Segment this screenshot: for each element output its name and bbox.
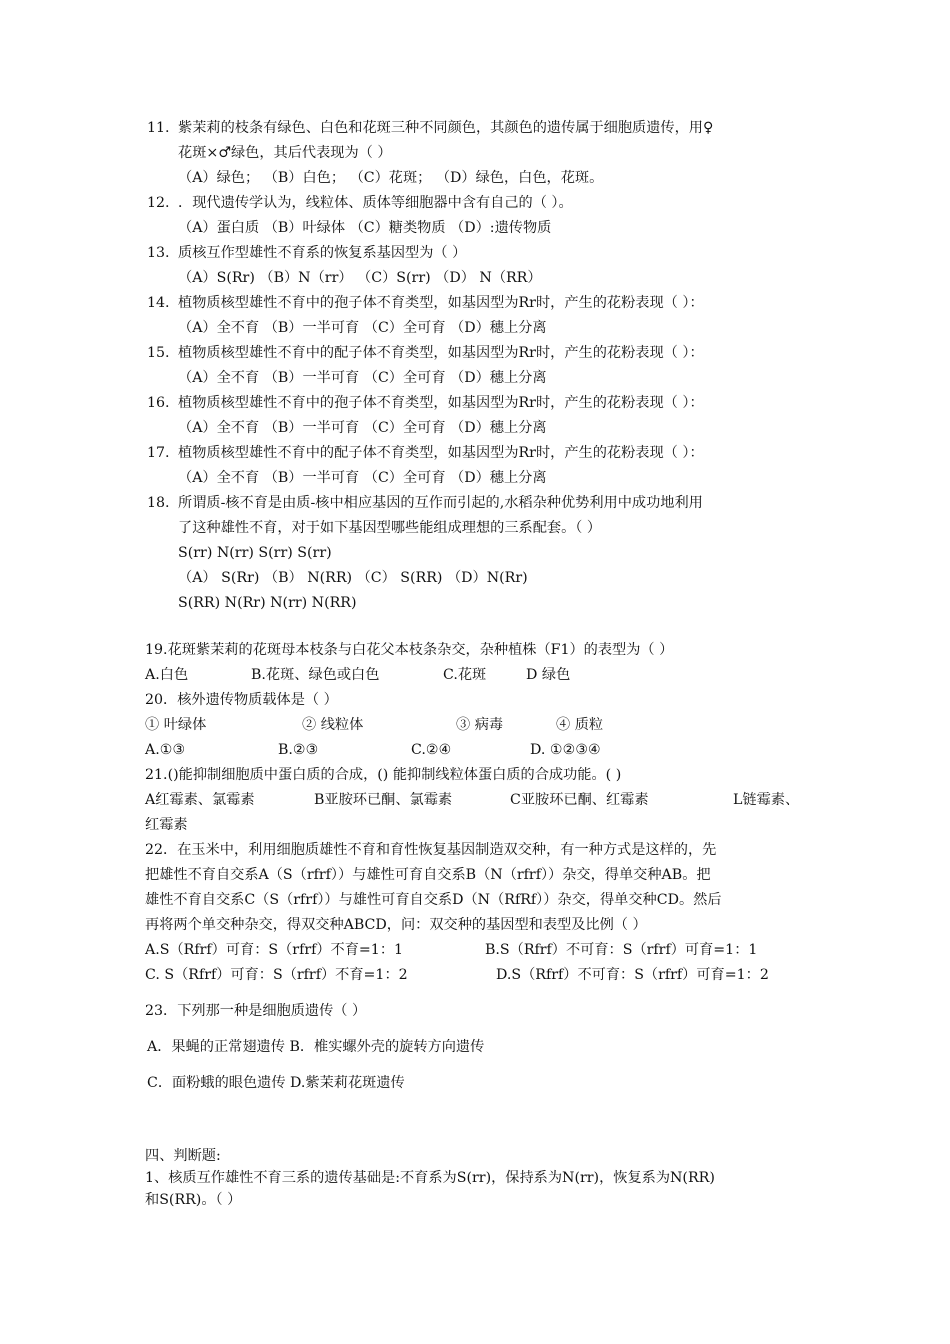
question-18-options: （A） S(Rr) （B） N(RR) （C） S(RR) （D）N(Rr) bbox=[178, 570, 528, 586]
question-22-option-a: A.S（Rfrf）可育：S（rfrf）不育=1：1 bbox=[145, 942, 404, 958]
question-13: 13. 质核互作型雄性不育系的恢复系基因型为（ ） bbox=[147, 245, 467, 261]
question-17-options: （A）全不育 （B）一半可育 （C）全可育 （D）穗上分离 bbox=[178, 470, 547, 486]
question-21: 21.()能抑制细胞质中蛋白质的合成，() 能抑制线粒体蛋白质的合成功能。( ) bbox=[145, 767, 622, 783]
question-number: 16. bbox=[147, 395, 170, 411]
question-11-options: （A）绿色； （B）白色； （C）花斑； （D）绿色，白色，花斑。 bbox=[178, 170, 604, 186]
question-22-option-d: D.S（Rfrf）不可育：S（rfrf）可育=1：2 bbox=[496, 967, 769, 983]
question-21-option-d-cont: 红霉素 bbox=[145, 817, 188, 833]
question-22-line-2: 把雄性不育自交系A（S（rfrf））与雄性可育自交系B（N（rfrf））杂交，得单交种AB。把 bbox=[145, 867, 711, 883]
question-16-options: （A）全不育 （B）一半可育 （C）全可育 （D）穗上分离 bbox=[178, 420, 547, 436]
question-12-options: （A）蛋白质 （B）叶绿体 （C）糖类物质 （D）:遗传物质 bbox=[178, 220, 552, 236]
question-21-option-c: C亚胺环已酮、红霉素 bbox=[510, 792, 649, 808]
question-15: 15. 植物质核型雄性不育中的配子体不育类型，如基因型为Rr时，产生的花粉表现（ ）： bbox=[147, 345, 704, 361]
question-22-line-3: 雄性不育自交系C（S（rfrf））与雄性可育自交系D（N（RfRf））杂交，得单交种CD。然后 bbox=[145, 892, 722, 908]
question-19: 19.花斑紫茉莉的花斑母本枝条与白花父本枝条杂交，杂种植株（F1）的表型为（ ） bbox=[145, 642, 674, 658]
question-20-option-a: A.①③ bbox=[145, 742, 186, 758]
question-18-genotypes-1: S(rr) N(rr) S(rr) S(rr) bbox=[178, 545, 332, 561]
question-23-options-ab: A．果蝇的正常翅遗传 B．椎实螺外壳的旋转方向遗传 bbox=[147, 1039, 485, 1055]
question-20: 20．核外遗传物质载体是（ ） bbox=[145, 692, 338, 708]
question-16: 16. 植物质核型雄性不育中的孢子体不育类型，如基因型为Rr时，产生的花粉表现（ ）： bbox=[147, 395, 704, 411]
question-20-item-2: ② 线粒体 bbox=[302, 717, 364, 733]
question-23: 23．下列那一种是细胞质遗传（ ） bbox=[145, 1003, 367, 1019]
question-13-options: （A）S(Rr) （B）N（rr） （C）S(rr) （D） N（RR） bbox=[178, 270, 542, 286]
question-14-options: （A）全不育 （B）一半可育 （C）全可育 （D）穗上分离 bbox=[178, 320, 547, 336]
question-21-option-d: L链霉素、 bbox=[733, 792, 800, 808]
question-17: 17. 植物质核型雄性不育中的配子体不育类型，如基因型为Rr时，产生的花粉表现（ ）： bbox=[147, 445, 704, 461]
question-20-option-b: B.②③ bbox=[278, 742, 319, 758]
section-heading-judgement: 四、判断题: bbox=[145, 1148, 221, 1164]
question-20-option-c: C.②④ bbox=[411, 742, 452, 758]
question-19-option-c: C.花斑 bbox=[443, 667, 487, 683]
question-number: 13. bbox=[147, 245, 170, 261]
question-23-options-cd: C．面粉蛾的眼色遗传 D.紫茉莉花斑遗传 bbox=[147, 1075, 405, 1091]
question-number: 11. bbox=[147, 120, 170, 136]
question-11-line-2: 花斑×♂绿色，其后代表现为（ ） bbox=[178, 145, 392, 161]
question-22-option-b: B.S（Rfrf）不可育：S（rfrf）可育=1：1 bbox=[485, 942, 758, 958]
question-20-item-4: ④ 质粒 bbox=[556, 717, 604, 733]
question-12: 12. ．现代遗传学认为，线粒体、质体等细胞器中含有自己的（ ）。 bbox=[147, 195, 573, 211]
judgement-1-line-1: 1、核质互作雄性不育三系的遗传基础是:不育系为S(rr)，保持系为N(rr)，恢复系为N(RR) bbox=[145, 1170, 715, 1186]
question-19-option-d: D 绿色 bbox=[526, 667, 571, 683]
question-number: 12. bbox=[147, 195, 170, 211]
question-number: 18. bbox=[147, 495, 170, 511]
question-11-line-1: 11. 紫茉莉的枝条有绿色、白色和花斑三种不同颜色，其颜色的遗传属于细胞质遗传，用♀ bbox=[147, 120, 714, 136]
question-20-option-d: D. ①②③④ bbox=[530, 742, 601, 758]
question-19-option-b: B.花斑、绿色或白色 bbox=[251, 667, 380, 683]
question-21-option-a: A红霉素、氯霉素 bbox=[145, 792, 255, 808]
question-20-item-3: ③ 病毒 bbox=[456, 717, 504, 733]
question-21-option-b: B亚胺环已酮、氯霉素 bbox=[314, 792, 453, 808]
question-20-item-1: ① 叶绿体 bbox=[145, 717, 207, 733]
question-number: 15. bbox=[147, 345, 170, 361]
question-number: 14. bbox=[147, 295, 170, 311]
question-19-option-a: A.白色 bbox=[145, 667, 189, 683]
question-22-line-4: 再将两个单交种杂交，得双交种ABCD，问：双交种的基因型和表型及比例（ ） bbox=[145, 917, 647, 933]
question-18-genotypes-2: S(RR) N(Rr) N(rr) N(RR) bbox=[178, 595, 357, 611]
question-14: 14. 植物质核型雄性不育中的孢子体不育类型，如基因型为Rr时，产生的花粉表现（ ）： bbox=[147, 295, 704, 311]
question-22-line-1: 22．在玉米中，利用细胞质雄性不育和育性恢复基因制造双交种，有一种方式是这样的，先 bbox=[145, 842, 717, 858]
question-22-option-c: C. S（Rfrf）可育：S（rfrf）不育=1：2 bbox=[145, 967, 408, 983]
judgement-1-line-2: 和S(RR)。（ ） bbox=[145, 1192, 242, 1208]
question-18-line-2: 了这种雄性不育，对于如下基因型哪些能组成理想的三系配套。（ ） bbox=[178, 520, 602, 536]
question-18-line-1: 18. 所谓质-核不育是由质-核中相应基因的互作而引起的,水稻杂种优势利用中成功地利用 bbox=[147, 495, 703, 511]
question-number: 17. bbox=[147, 445, 170, 461]
question-15-options: （A）全不育 （B）一半可育 （C）全可育 （D）穗上分离 bbox=[178, 370, 547, 386]
